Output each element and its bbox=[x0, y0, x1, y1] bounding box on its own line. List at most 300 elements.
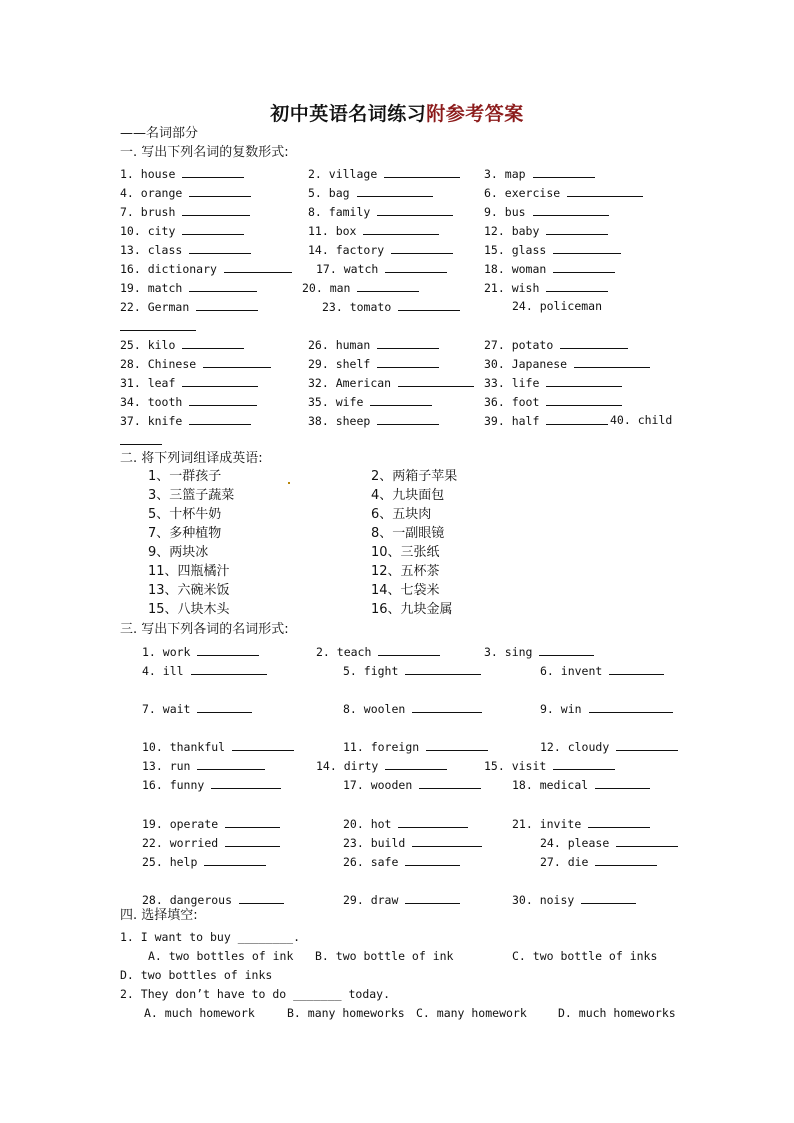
answer-blank[interactable] bbox=[560, 337, 628, 349]
answer-blank[interactable] bbox=[189, 242, 251, 254]
answer-blank[interactable] bbox=[211, 777, 281, 789]
answer-blank[interactable] bbox=[539, 644, 594, 656]
exercise-item bbox=[484, 204, 609, 219]
answer-blank[interactable] bbox=[377, 356, 439, 368]
exercise-item bbox=[120, 185, 251, 200]
answer-blank[interactable] bbox=[377, 337, 439, 349]
item-word: half bbox=[511, 414, 540, 428]
item-word: woman bbox=[511, 262, 547, 276]
item-number: 8. bbox=[343, 702, 364, 716]
answer-blank[interactable] bbox=[182, 337, 244, 349]
item-word: brush bbox=[140, 205, 176, 219]
exercise-item bbox=[120, 242, 251, 257]
item-number: 25. bbox=[120, 338, 148, 352]
exercise-item bbox=[343, 835, 482, 850]
exercise-item bbox=[484, 413, 608, 428]
exercise-item bbox=[343, 701, 482, 716]
exercise-item bbox=[540, 663, 664, 678]
item-word: sheep bbox=[335, 414, 371, 428]
answer-blank[interactable] bbox=[224, 261, 292, 273]
exercise-item bbox=[316, 644, 440, 659]
answer-blank[interactable] bbox=[239, 892, 284, 904]
item-word: orange bbox=[140, 186, 183, 200]
document-title bbox=[0, 99, 794, 126]
item-word: hot bbox=[370, 817, 392, 831]
item-number: 17. bbox=[316, 262, 344, 276]
answer-blank[interactable] bbox=[553, 758, 615, 770]
answer-blank[interactable] bbox=[616, 739, 678, 751]
item-number: 5. bbox=[308, 186, 329, 200]
item-word: dangerous bbox=[169, 893, 233, 907]
answer-blank[interactable] bbox=[567, 185, 643, 197]
exercise-item bbox=[120, 280, 257, 295]
item-number: 2. bbox=[308, 167, 329, 181]
exercise-item bbox=[484, 337, 628, 352]
title-suffix: 附参考答案 bbox=[426, 103, 524, 125]
item-word: policeman bbox=[539, 299, 603, 313]
answer-blank[interactable] bbox=[609, 663, 664, 675]
item-number: 24. bbox=[512, 299, 540, 313]
question-1-option-a[interactable]: A. two bottles of ink bbox=[148, 949, 294, 963]
question-2-option-a[interactable]: A. much homework bbox=[144, 1006, 255, 1020]
item-number: 10. bbox=[120, 224, 148, 238]
exercise-item bbox=[540, 739, 678, 754]
item-number: 27. bbox=[540, 855, 568, 869]
item-word: thankful bbox=[169, 740, 226, 754]
item-word: tomato bbox=[349, 300, 392, 314]
answer-blank[interactable] bbox=[182, 223, 244, 235]
exercise-item bbox=[343, 854, 460, 869]
exercise-item bbox=[120, 223, 244, 238]
item-number: 26. bbox=[343, 855, 371, 869]
item-word: bag bbox=[328, 186, 350, 200]
item-number: 29. bbox=[343, 893, 371, 907]
exercise-item bbox=[484, 166, 595, 181]
translation-item: 6、五块肉 bbox=[371, 507, 432, 522]
item-word: watch bbox=[343, 262, 379, 276]
answer-blank[interactable] bbox=[197, 758, 265, 770]
item-word: woolen bbox=[363, 702, 406, 716]
item-number: 12. bbox=[484, 224, 512, 238]
item-number: 3. bbox=[484, 645, 505, 659]
answer-blank[interactable] bbox=[232, 739, 294, 751]
exercise-item bbox=[120, 337, 244, 352]
question-1-stem: 1. I want to buy ________. bbox=[120, 930, 301, 944]
exercise-item bbox=[308, 375, 474, 390]
exercise-item bbox=[142, 854, 266, 869]
answer-blank[interactable] bbox=[357, 185, 433, 197]
item-word: die bbox=[567, 855, 589, 869]
item-word: match bbox=[147, 281, 183, 295]
item-number: 24. bbox=[540, 836, 568, 850]
answer-blank[interactable] bbox=[398, 816, 468, 828]
section2-heading: 二. 将下列词组译成英语: bbox=[120, 451, 263, 466]
item-number: 2. bbox=[316, 645, 337, 659]
answer-blank[interactable] bbox=[377, 204, 453, 216]
exercise-item bbox=[120, 204, 250, 219]
item-word: life bbox=[511, 376, 540, 390]
exercise-item bbox=[322, 299, 460, 314]
item-number: 38. bbox=[308, 414, 336, 428]
item-word: draw bbox=[370, 893, 399, 907]
item-word: visit bbox=[511, 759, 547, 773]
answer-blank[interactable] bbox=[546, 223, 608, 235]
exercise-item bbox=[512, 299, 602, 313]
exercise-item bbox=[484, 280, 608, 295]
exercise-item bbox=[120, 375, 258, 390]
item-number: 16. bbox=[142, 778, 170, 792]
answer-blank[interactable] bbox=[589, 701, 673, 713]
item-number: 14. bbox=[308, 243, 336, 257]
item-number: 12. bbox=[540, 740, 568, 754]
section4-heading: 四. 选择填空: bbox=[120, 908, 198, 923]
answer-blank[interactable] bbox=[546, 413, 608, 425]
translation-item: 14、七袋米 bbox=[371, 583, 440, 598]
answer-blank[interactable] bbox=[426, 739, 488, 751]
translation-item: 10、三张纸 bbox=[371, 545, 440, 560]
item-number: 13. bbox=[142, 759, 170, 773]
exercise-item bbox=[120, 413, 251, 428]
exercise-item bbox=[142, 739, 294, 754]
item-number: 28. bbox=[142, 893, 170, 907]
item-number: 27. bbox=[484, 338, 512, 352]
exercise-item bbox=[142, 758, 265, 773]
answer-blank[interactable] bbox=[595, 854, 657, 866]
item-number: 10. bbox=[142, 740, 170, 754]
exercise-item bbox=[120, 394, 257, 409]
answer-blank[interactable] bbox=[182, 375, 258, 387]
item-word: invent bbox=[560, 664, 603, 678]
answer-blank[interactable] bbox=[203, 356, 271, 368]
translation-item: 2、两箱子苹果 bbox=[371, 469, 458, 484]
question-1-option-d[interactable]: D. two bottles of inks bbox=[120, 968, 273, 982]
item-word: win bbox=[560, 702, 582, 716]
item-number: 18. bbox=[512, 778, 540, 792]
item-word: man bbox=[329, 281, 351, 295]
item-word: worried bbox=[169, 836, 219, 850]
item-number: 33. bbox=[484, 376, 512, 390]
item-word: cloudy bbox=[567, 740, 610, 754]
item-word: human bbox=[335, 338, 371, 352]
item-number: 17. bbox=[343, 778, 371, 792]
item-number: 15. bbox=[484, 243, 512, 257]
item-word: glass bbox=[511, 243, 547, 257]
answer-blank[interactable] bbox=[419, 777, 481, 789]
answer-blank[interactable] bbox=[595, 777, 650, 789]
translation-item: 9、两块冰 bbox=[148, 545, 209, 560]
exercise-item bbox=[308, 394, 432, 409]
item-number: 25. bbox=[142, 855, 170, 869]
exercise-item bbox=[540, 835, 678, 850]
exercise-item bbox=[484, 185, 643, 200]
item-word: funny bbox=[169, 778, 205, 792]
item-number: 3. bbox=[484, 167, 505, 181]
exercise-item bbox=[120, 261, 292, 276]
stray-dot bbox=[288, 482, 290, 484]
item-word: family bbox=[328, 205, 371, 219]
answer-blank[interactable] bbox=[546, 375, 622, 387]
item-word: fight bbox=[363, 664, 399, 678]
section1-heading: 一. 写出下列名词的复数形式: bbox=[120, 145, 289, 160]
item-number: 19. bbox=[120, 281, 148, 295]
item-word: foot bbox=[511, 395, 540, 409]
exercise-item bbox=[484, 242, 621, 257]
item-word: wish bbox=[511, 281, 540, 295]
item-number: 11. bbox=[343, 740, 371, 754]
answer-blank[interactable] bbox=[533, 204, 609, 216]
answer-blank[interactable] bbox=[189, 394, 257, 406]
item-number: 21. bbox=[484, 281, 512, 295]
item-number: 20. bbox=[343, 817, 371, 831]
item-number: 30. bbox=[484, 357, 512, 371]
item-number: 1. bbox=[120, 167, 141, 181]
item-number: 23. bbox=[343, 836, 371, 850]
exercise-item bbox=[343, 816, 468, 831]
exercise-item bbox=[308, 337, 439, 352]
answer-blank[interactable] bbox=[370, 394, 432, 406]
exercise-item bbox=[484, 375, 622, 390]
item-word: German bbox=[147, 300, 190, 314]
exercise-item bbox=[120, 356, 271, 371]
item-number: 35. bbox=[308, 395, 336, 409]
exercise-item bbox=[120, 299, 258, 314]
item-number: 11. bbox=[308, 224, 336, 238]
item-word: medical bbox=[539, 778, 589, 792]
answer-blank[interactable] bbox=[120, 330, 196, 331]
item-word: map bbox=[504, 167, 526, 181]
question-1-option-b[interactable]: B. two bottle of ink bbox=[315, 949, 454, 963]
item-number: 19. bbox=[142, 817, 170, 831]
exercise-item bbox=[308, 204, 453, 219]
answer-blank[interactable] bbox=[225, 816, 280, 828]
exercise-item bbox=[512, 892, 636, 907]
answer-blank[interactable] bbox=[196, 299, 258, 311]
translation-item: 11、四瓶橘汁 bbox=[148, 564, 230, 579]
item-number: 40. bbox=[610, 413, 638, 427]
item-number: 16. bbox=[120, 262, 148, 276]
exercise-item bbox=[316, 261, 447, 276]
answer-blank[interactable] bbox=[197, 701, 252, 713]
exercise-item bbox=[308, 166, 460, 181]
answer-blank[interactable] bbox=[182, 166, 244, 178]
answer-blank[interactable] bbox=[377, 413, 439, 425]
item-number: 5. bbox=[343, 664, 364, 678]
item-number: 36. bbox=[484, 395, 512, 409]
answer-blank[interactable] bbox=[191, 663, 267, 675]
translation-item: 16、九块金属 bbox=[371, 602, 453, 617]
question-2-option-d[interactable]: D. much homeworks bbox=[558, 1006, 676, 1020]
answer-blank[interactable] bbox=[197, 644, 259, 656]
translation-item: 7、多种植物 bbox=[148, 526, 222, 541]
answer-blank[interactable] bbox=[533, 166, 595, 178]
answer-blank[interactable] bbox=[405, 854, 460, 866]
item-number: 39. bbox=[484, 414, 512, 428]
item-word: wait bbox=[162, 702, 191, 716]
answer-blank[interactable] bbox=[385, 758, 447, 770]
answer-blank[interactable] bbox=[189, 280, 257, 292]
item-number: 13. bbox=[120, 243, 148, 257]
item-word: exercise bbox=[504, 186, 561, 200]
item-word: dirty bbox=[343, 759, 379, 773]
item-word: wife bbox=[335, 395, 364, 409]
exercise-item bbox=[142, 644, 259, 659]
section-label-nouns: ——名词部分 bbox=[120, 126, 199, 141]
answer-blank[interactable] bbox=[588, 816, 650, 828]
item-word: safe bbox=[370, 855, 399, 869]
exercise-item bbox=[540, 854, 657, 869]
item-number: 14. bbox=[316, 759, 344, 773]
translation-item: 13、六碗米饭 bbox=[148, 583, 230, 598]
translation-item: 1、一群孩子 bbox=[148, 469, 222, 484]
answer-blank[interactable] bbox=[398, 375, 474, 387]
exercise-item bbox=[308, 185, 433, 200]
item-number: 37. bbox=[120, 414, 148, 428]
answer-blank[interactable] bbox=[182, 204, 250, 216]
item-number: 28. bbox=[120, 357, 148, 371]
exercise-item bbox=[308, 356, 439, 371]
exercise-item bbox=[610, 413, 672, 427]
item-number: 6. bbox=[540, 664, 561, 678]
translation-item: 12、五杯茶 bbox=[371, 564, 440, 579]
exercise-item bbox=[142, 816, 280, 831]
item-word: work bbox=[162, 645, 191, 659]
item-word: operate bbox=[169, 817, 219, 831]
item-word: foreign bbox=[370, 740, 420, 754]
exercise-item bbox=[484, 644, 594, 659]
exercise-item bbox=[484, 394, 622, 409]
exercise-item bbox=[512, 816, 650, 831]
item-number: 18. bbox=[484, 262, 512, 276]
item-word: teach bbox=[336, 645, 372, 659]
translation-item: 15、八块木头 bbox=[148, 602, 230, 617]
exercise-item bbox=[142, 892, 284, 907]
answer-blank[interactable] bbox=[553, 261, 615, 273]
question-2-stem: 2. They don’t have to do _______ today. bbox=[120, 987, 391, 1001]
item-number: 34. bbox=[120, 395, 148, 409]
item-word: please bbox=[567, 836, 610, 850]
question-2-option-c[interactable]: C. many homework bbox=[416, 1006, 527, 1020]
answer-blank[interactable] bbox=[405, 663, 481, 675]
exercise-item bbox=[343, 739, 488, 754]
question-2-option-b[interactable]: B. many homeworks bbox=[287, 1006, 405, 1020]
answer-blank[interactable] bbox=[378, 644, 440, 656]
item-word: city bbox=[147, 224, 176, 238]
title-main: 初中英语名词练习 bbox=[270, 103, 427, 125]
answer-blank[interactable] bbox=[204, 854, 266, 866]
item-number: 29. bbox=[308, 357, 336, 371]
answer-blank[interactable] bbox=[581, 892, 636, 904]
answer-blank[interactable] bbox=[546, 394, 622, 406]
item-number: 4. bbox=[120, 186, 141, 200]
item-word: box bbox=[335, 224, 357, 238]
exercise-item bbox=[484, 223, 608, 238]
exercise-item bbox=[308, 242, 453, 257]
question-1-option-c[interactable]: C. two bottle of inks bbox=[512, 949, 658, 963]
translation-item: 5、十杯牛奶 bbox=[148, 507, 222, 522]
item-word: house bbox=[140, 167, 176, 181]
section3-heading: 三. 写出下列各词的名词形式: bbox=[120, 622, 289, 637]
exercise-item bbox=[142, 777, 281, 792]
item-word: factory bbox=[335, 243, 385, 257]
item-word: class bbox=[147, 243, 183, 257]
item-number: 7. bbox=[142, 702, 163, 716]
answer-blank[interactable] bbox=[189, 413, 251, 425]
item-number: 26. bbox=[308, 338, 336, 352]
item-word: knife bbox=[147, 414, 183, 428]
exercise-item bbox=[308, 413, 439, 428]
answer-blank[interactable] bbox=[391, 242, 453, 254]
item-word: child bbox=[637, 413, 673, 427]
answer-blank[interactable] bbox=[398, 299, 460, 311]
answer-blank[interactable] bbox=[120, 444, 162, 445]
item-number: 6. bbox=[484, 186, 505, 200]
item-number: 30. bbox=[512, 893, 540, 907]
answer-blank[interactable] bbox=[574, 356, 650, 368]
item-number: 23. bbox=[322, 300, 350, 314]
item-word: village bbox=[328, 167, 378, 181]
item-word: ill bbox=[162, 664, 184, 678]
item-number: 31. bbox=[120, 376, 148, 390]
item-word: help bbox=[169, 855, 198, 869]
item-word: baby bbox=[511, 224, 540, 238]
exercise-item bbox=[142, 663, 267, 678]
item-word: shelf bbox=[335, 357, 371, 371]
answer-blank[interactable] bbox=[385, 261, 447, 273]
translation-item: 8、一副眼镜 bbox=[371, 526, 445, 541]
item-number: 20. bbox=[302, 281, 330, 295]
answer-blank[interactable] bbox=[412, 835, 482, 847]
translation-item: 3、三篮子蔬菜 bbox=[148, 488, 235, 503]
item-word: American bbox=[335, 376, 392, 390]
answer-blank[interactable] bbox=[363, 223, 439, 235]
exercise-item bbox=[343, 777, 481, 792]
answer-blank[interactable] bbox=[412, 701, 482, 713]
answer-blank[interactable] bbox=[357, 280, 419, 292]
answer-blank[interactable] bbox=[616, 835, 678, 847]
item-word: wooden bbox=[370, 778, 413, 792]
exercise-item bbox=[142, 835, 280, 850]
item-word: invite bbox=[539, 817, 582, 831]
item-word: noisy bbox=[539, 893, 575, 907]
item-word: run bbox=[169, 759, 191, 773]
exercise-item bbox=[142, 701, 252, 716]
item-number: 8. bbox=[308, 205, 329, 219]
item-word: sing bbox=[504, 645, 533, 659]
exercise-item bbox=[302, 280, 419, 295]
answer-blank[interactable] bbox=[405, 892, 460, 904]
item-word: kilo bbox=[147, 338, 176, 352]
answer-blank[interactable] bbox=[553, 242, 621, 254]
exercise-item bbox=[512, 777, 650, 792]
answer-blank[interactable] bbox=[384, 166, 460, 178]
item-number: 22. bbox=[142, 836, 170, 850]
answer-blank[interactable] bbox=[546, 280, 608, 292]
item-word: dictionary bbox=[147, 262, 217, 276]
exercise-item bbox=[540, 701, 673, 716]
item-number: 15. bbox=[484, 759, 512, 773]
exercise-item bbox=[343, 892, 460, 907]
item-word: build bbox=[370, 836, 406, 850]
item-word: potato bbox=[511, 338, 554, 352]
item-word: bus bbox=[504, 205, 526, 219]
item-word: Chinese bbox=[147, 357, 197, 371]
item-number: 9. bbox=[484, 205, 505, 219]
answer-blank[interactable] bbox=[189, 185, 251, 197]
answer-blank[interactable] bbox=[225, 835, 280, 847]
item-number: 21. bbox=[512, 817, 540, 831]
exercise-item bbox=[308, 223, 439, 238]
item-word: leaf bbox=[147, 376, 176, 390]
